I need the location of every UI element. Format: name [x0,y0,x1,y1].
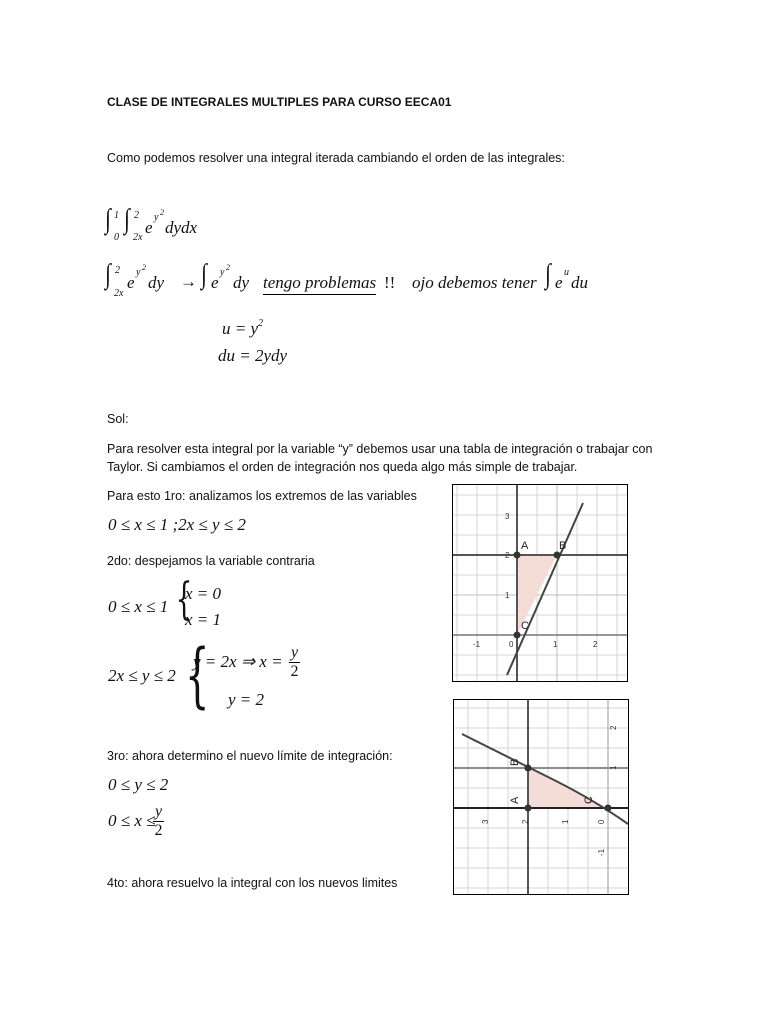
equation-inner-integral: ∫ 2 2x e y 2 dy → ∫ e y 2 dy tengo problemas !! ojo debemos tener ∫ e u du [104,259,588,299]
exp-base-u: e [555,273,563,292]
graph2-svg [454,700,628,894]
exp-power-sq-2: 2 [226,263,230,272]
tick-2: 2 [521,819,530,824]
step1-text: Para esto 1ro: analizamos los extremos de las variables [107,489,417,503]
tick-x2: 2 [593,640,598,649]
label-c-2: C [583,796,595,804]
graph-region-reversed [453,699,629,895]
tick-3: 3 [481,819,490,824]
exp-power: y [136,267,141,278]
tick-y1: 1 [505,591,510,600]
graph-region-original [452,484,628,682]
frac-num: y [155,803,163,820]
label-b: B [559,540,567,552]
point-a [514,552,521,559]
tick-1: 1 [561,819,570,824]
step3-line1: 0 ≤ y ≤ 2 [108,775,169,794]
tick-xm1: -1 [473,640,481,649]
brace-icon: { [175,574,193,625]
differential-2: dy [233,273,250,292]
label-c: C [521,620,529,632]
point-a-2 [525,805,532,812]
fraction-y-over-2 [289,644,300,681]
differential-du: du [571,273,588,292]
exp-power-u: u [564,267,569,278]
step3-text: 3ro: ahora determino el nuevo límite de integración: [107,749,393,763]
subst-u: $u = y^2$ [222,318,264,338]
tick-top-1: 1 [609,765,618,770]
frac-den: 2 [154,822,163,839]
limit-upper: 2 [115,265,120,276]
label-a: A [521,540,529,552]
tick-y2: 2 [505,551,510,560]
differential: dy [148,273,165,292]
exp-power-2: y [220,267,225,278]
limit-lower: 2x [114,288,124,299]
tick-0: 0 [597,819,606,824]
point-b-2 [525,765,532,772]
case-x1: x = 1 [185,610,222,629]
tick-m1: -1 [597,848,606,856]
step1-math: 0 ≤ x ≤ 1 ;2x ≤ y ≤ 2 [108,515,246,534]
exp-base: e [145,218,153,237]
limit-lower-inner: 2x [133,232,143,243]
exp-base: e [127,273,135,292]
exp-power: y [154,212,159,223]
exp-power-sq: 2 [142,263,146,272]
paragraph-line-2: Taylor. Si cambiamos el orden de integración nos queda algo más simple de trabajar. [107,460,578,474]
arrow-icon: → [180,272,197,291]
paragraph-line-1: Para resolver esta integral por la variable “y” debemos usar una tabla de integración o trabajar con [107,442,653,456]
tick-top-2: 2 [609,725,618,730]
graph1-svg [453,485,627,681]
problem-text: tengo problemas [263,273,376,295]
point-c [514,632,521,639]
limit-upper-outer: 1 [114,210,119,221]
exp-power-sq: 2 [160,208,164,217]
subst-du: du = 2ydy [218,346,288,365]
step4-text: 4to: ahora resuelvo la integral con los nuevos limites [107,876,398,890]
page-title: CLASE DE INTEGRALES MULTIPLES PARA CURSO EECA01 [107,95,452,109]
step2-text: 2do: despejamos la variable contraria [107,554,315,568]
label-a-2: A [509,796,521,804]
limit-upper-inner: 2 [134,210,139,221]
tick-x0: 0 [509,640,514,649]
point-b [554,552,561,559]
equation-double-integral: ∫ 1 0 ∫ 2 2x e y 2 dydx [104,204,198,243]
case-y2x: y = 2x ⇒ x = [193,652,283,671]
brace-icon-2: { [185,634,210,716]
exp-base-2: e [211,273,219,292]
label-b-2: B [509,758,521,766]
point-c-2 [605,805,612,812]
step2-lhs1: 0 ≤ x ≤ 1 [108,597,169,616]
case-x0: x = 0 [185,584,222,603]
sol-label: Sol: [107,412,129,426]
fraction-y-over-2-b [153,803,164,840]
limit-lower-outer: 0 [114,232,119,243]
tick-x1: 1 [553,640,558,649]
frac-num: y [291,644,299,661]
case-y2: y = 2 [228,690,265,709]
intro-text: Como podemos resolver una integral iterada cambiando el orden de las integrales: [107,151,565,165]
differential: dydx [165,218,198,237]
tick-y3: 3 [505,512,510,521]
ojo-text: ojo debemos tener [412,273,537,292]
step2-lhs2: 2x ≤ y ≤ 2 [108,666,176,685]
step3-line2: 0 ≤ x ≤ [108,811,156,830]
frac-den: 2 [290,663,299,680]
exclamation: !! [384,273,396,292]
